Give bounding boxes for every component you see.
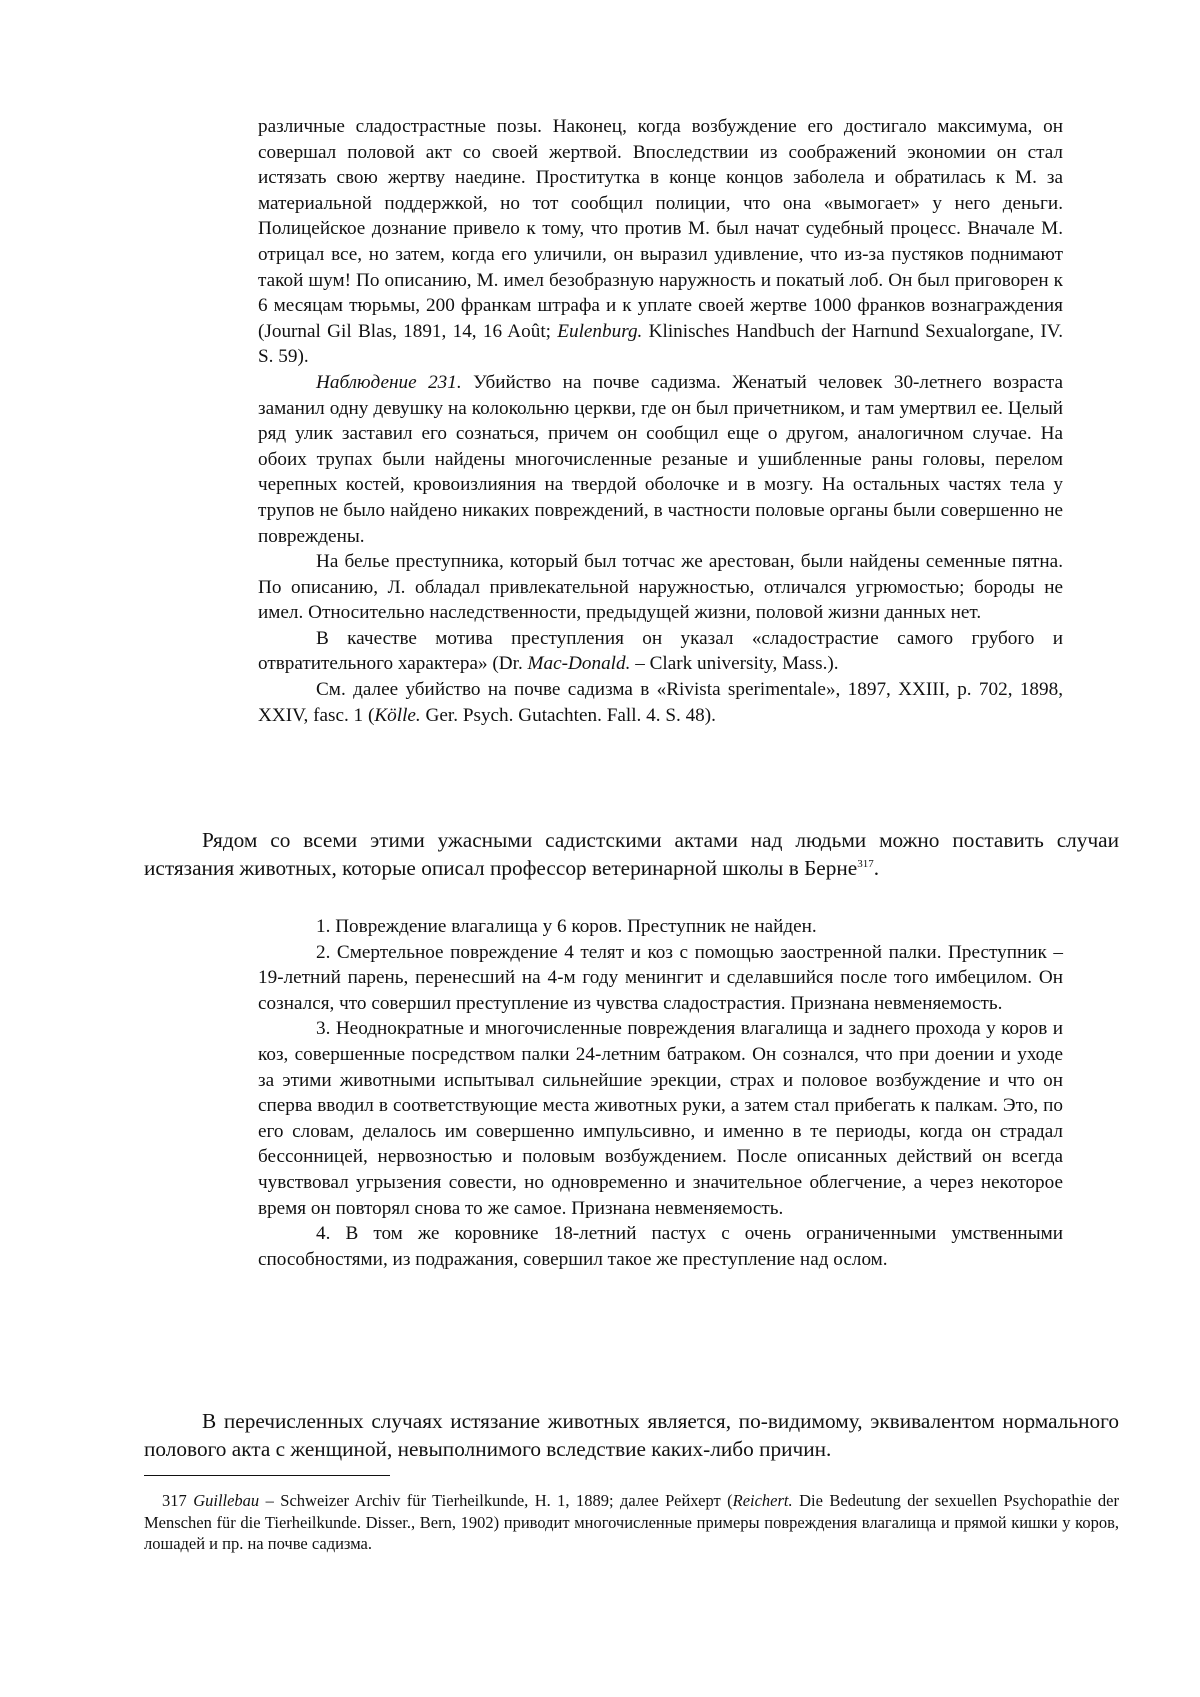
footnote-reference[interactable]: 317	[857, 857, 874, 870]
footnote	[144, 1490, 1119, 1555]
numbered-list	[258, 914, 1063, 1272]
list-item: 4. В том же коровнике 18-летний пастух с очень ограниченными умственными способностями, из подражания, совершил такое же преступление над ослом.	[258, 1223, 1063, 1270]
case-paragraph-1: различные сладострастные позы. Наконец, когда возбуждение его достигало максимума, он совершал половой акт со своей жертвой. Впоследствии из соображений экономии он стал истязать свою жертву наедине. Проститутка в конце концов заболела и обратилась к М. за материальной поддержкой, но тот сообщил полиции, что она «вымогает» у него деньги. Полицейское дознание привело к тому, что против М. был начат судебный процесс. Вначале М. отрицал все, но затем, когда его уличили, он выразил удивление, что из-за пустяков поднимают такой шум! По описанию, М. имел безобразную наружность и покатый лоб. Он был приговорен к 6 месяцам тюрьмы, 200 франкам штрафа и к уплате своей жертве 1000 франков вознаграждения (Journal Gil Blas, 1891, 14, 16 Août; Eulenburg. Klinisches Handbuch der Harnund Sexualorgane, IV. S. 59).	[258, 116, 1063, 368]
main-paragraph-1: Рядом со всеми этими ужасными садистскими актами над людьми можно поставить случаи истязания животных, которые описал профессор ветеринарной школы в Берне$^{317}$.	[144, 828, 1119, 880]
list-item: 3. Неоднократные и многочисленные повреждения влагалища и заднего прохода у коров и коз, совершенные посредством палки 24-летним батраком. Он сознался, что при доении и уходе за этими животными испытывал сильнейшие эрекции, страх и половое возбуждение и что он сперва вводил в соответствующие места животных руки, а затем стал прибегать к палкам. Это, по его словам, делалось им совершенно импульсивно, и именно в те периоды, когда он страдал бессонницей, нервозностью и половым возбуждением. После описанных действий он всегда чувствовал угрызения совести, но одновременно и значительное облегчение, а через некоторое время он повторял снова то же самое. Признана невменяемость.	[258, 1018, 1063, 1219]
main-text-block-2	[144, 1407, 1119, 1463]
observation-heading: Наблюдение 231.	[316, 371, 462, 393]
list-item: 2. Смертельное повреждение 4 телят и коз с помощью заостренной палки. Преступник – 19-летний парень, перенесший на 4-м году менингит и сделавшийся после того имбецилом. Он сознался, что совершил преступление из чувства сладострастия. Признана невменяемость.	[258, 941, 1063, 1014]
main-text-block-1	[144, 826, 1119, 882]
footnote-divider	[144, 1475, 390, 1476]
case-paragraph-4: В качестве мотива преступления он указал «сладострастие самого грубого и отвратительного характера» (Dr. Mac-Donald. – Clark university, Mass.).	[258, 627, 1063, 675]
footnote-317: 317 Guillebau – Schweizer Archiv für Tierheilkunde, H. 1, 1889; далее Рейхерт (Reichert. Die Bedeutung der sexuellen Psychopathie der Menschen für die Tierheilkunde. Disser., Bern, 1902) приводит многочисленные примеры повреждения влагалища и прямой кишки у коров, лошадей и пр. на почве садизма.	[144, 1491, 1119, 1553]
main-paragraph-2: В перечисленных случаях истязание животных является, по-видимому, эквивалентом нормального полового акта с женщиной, невыполнимого вследствие каких-либо причин.	[144, 1409, 1119, 1461]
list-item: 1. Повреждение влагалища у 6 коров. Преступник не найден.	[316, 916, 817, 937]
case-paragraph-5: См. далее убийство на почве садизма в «Rivista sperimentale», 1897, XXIII, p. 702, 1898, XXIV, fasc. 1 (Kölle. Ger. Psych. Gutachten. Fall. 4. S. 48).	[258, 679, 1063, 726]
case-paragraph-3: На белье преступника, который был тотчас же арестован, были найдены семенные пятна. По описанию, Л. обладал привлекательной наружностью, отличался угрюмостью; бороды не имел. Относительно наследственности, предыдущей жизни, половой жизни данных нет.	[258, 551, 1063, 624]
observation-231-paragraph: Наблюдение 231. Убийство на почве садизма. Женатый человек 30-летнего возраста заманил одну девушку на колокольню церкви, где он был причетником, и там умертвил ее. Целый ряд улик заставил его сознаться, причем он сообщил еще о другом, аналогичном случае. На обоих трупах были найдены многочисленные резаные и ушибленные раны головы, перелом черепных костей, кровоизлияния на твердой оболочке и в мозгу. На остальных частях тела у трупов не было найдено никаких повреждений, в частности половые органы были совершенно не повреждены.	[258, 371, 1064, 547]
case-report-block	[258, 114, 1063, 728]
